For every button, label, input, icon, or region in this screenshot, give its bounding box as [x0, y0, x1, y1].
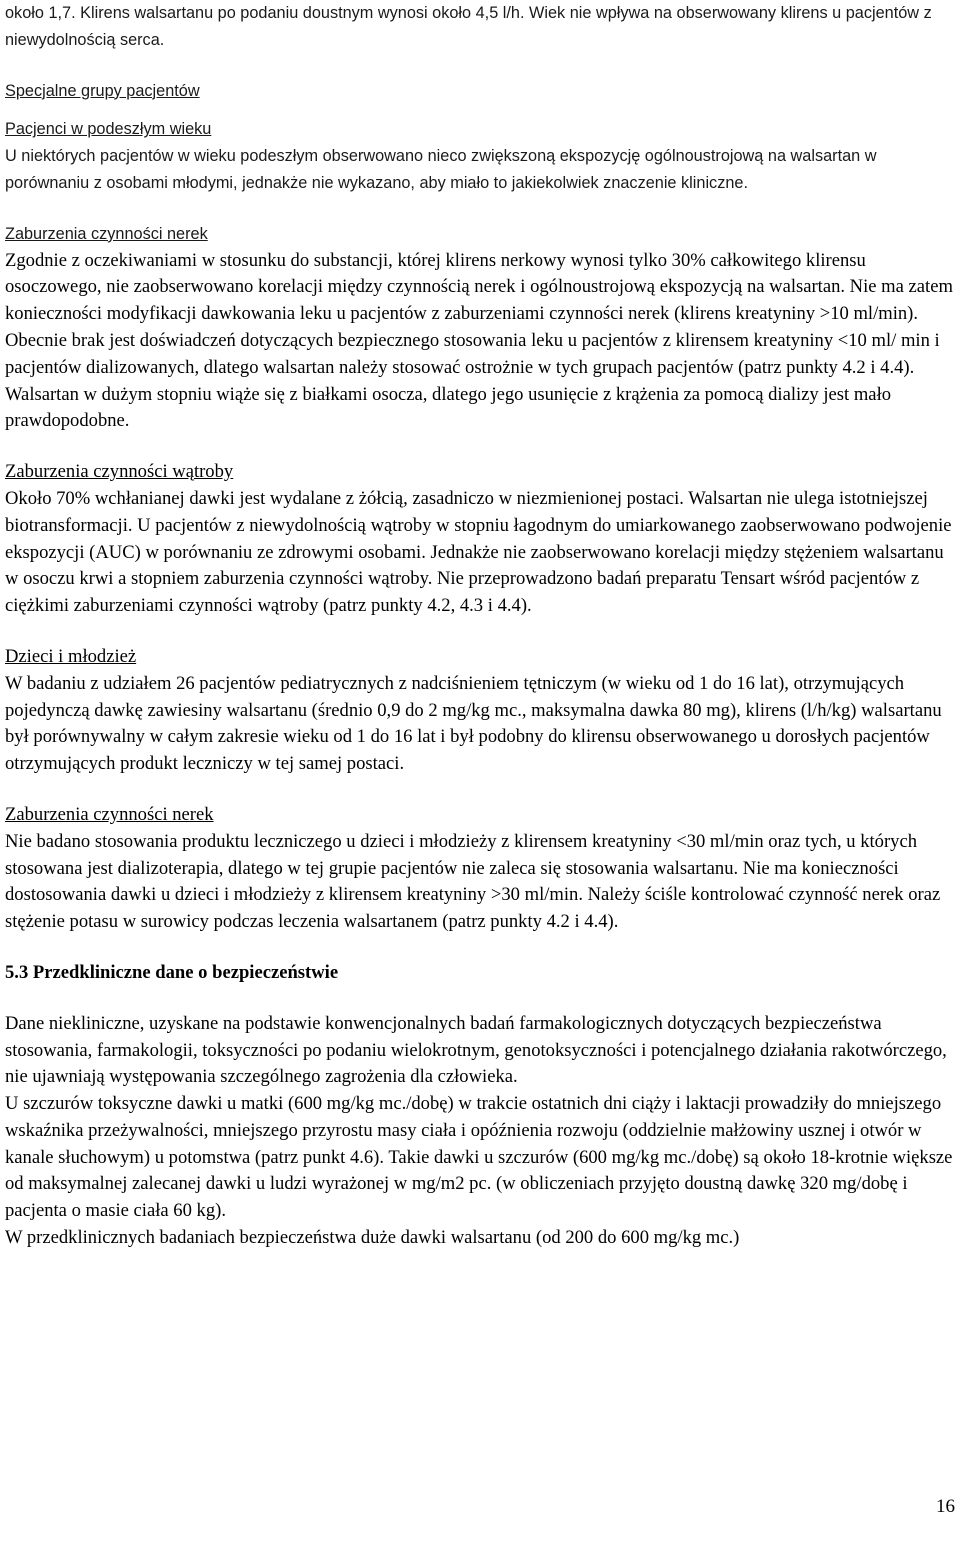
preclinical-paragraph-1: Dane niekliniczne, uzyskane na podstawie konwencjonalnych badań farmakologicznych dotyczących bezpieczeństwa stosowania, farmakologii, toksyczności po podaniu wielokrotnym, genotoksyczności i potencjalnego działania rakotwórczego, nie ujawniają występowania szczególnego zagrożenia dla człowieka. [5, 1012, 947, 1088]
hepatic-heading: Zaburzenia czynności wątroby [5, 461, 234, 483]
children-renal-heading: Zaburzenia czynności nerek [5, 803, 214, 825]
preclinical-paragraph-2: U szczurów toksyczne dawki u matki (600 mg/kg mc./dobę) w trakcie ostatnich dni ciąży i laktacji prowadziły do mniejszego wskaźnika przeżywalności, mniejszego przyrostu masy ciała i opóźnienia rozwoju (oddzielnie małżowiny usznej i otwór w kanale słuchowym) u potomstwa (patrz punkt 4.6). Takie dawki u szczurów (600 mg/kg mc./dobę) są około 18-krotnie większe od maksymalnej zalecanej dawki u ludzi wyrażonej w mg/m2 pc. (w obliczeniach przyjęto doustną dawkę 320 mg/dobę i pacjenta o masie ciała 60 kg). [5, 1093, 953, 1222]
preclinical-paragraph-3: W przedklinicznych badaniach bezpieczeństwa duże dawki walsartanu (od 200 do 600 mg/kg mc.) [5, 1227, 740, 1249]
preclinical-heading: 5.3 Przedkliniczne dane o bezpieczeństwie [5, 961, 339, 983]
elderly-paragraph: U niektórych pacjentów w wieku podeszłym obserwowano nieco zwiększoną ekspozycję ogólnoustrojową na walsartan w porównaniu z osobami młodymi, jednakże nie wykazano, aby miało to jakiekolwiek znaczenie kliniczne. [5, 147, 877, 192]
intro-paragraph: około 1,7. Klirens walsartanu po podaniu doustnym wynosi około 4,5 l/h. Wiek nie wpływa na obserwowany klirens u pacjentów z niewydolnością serca. [5, 4, 932, 49]
children-heading: Dzieci i młodzież [5, 645, 137, 667]
renal-paragraph: Zgodnie z oczekiwaniami w stosunku do substancji, której klirens nerkowy wynosi tylko 30% całkowitego klirensu osoczowego, nie zaobserwowano korelacji między czynnością nerek i ogólnoustrojową ekspozycją na walsartan. Nie ma zatem konieczności modyfikacji dawkowania leku u pacjentów z zaburzeniami czynności nerek (klirens kreatyniny >10 ml/min). Obecnie brak jest doświadczeń dotyczących bezpiecznego stosowania leku u pacjentów z klirensem kreatyniny <10 ml/ min i pacjentów dializowanych, dlatego walsartan należy stosować ostrożnie w tych grupach pacjentów (patrz punkty 4.2 i 4.4). Walsartan w dużym stopniu wiąże się z białkami osocza, dlatego jego usunięcie z krążenia za pomocą dializy jest mało prawdopodobne. [5, 249, 953, 432]
children-paragraph: W badaniu z udziałem 26 pacjentów pediatrycznych z nadciśnieniem tętniczym (w wieku od 1 do 16 lat), otrzymujących pojedynczą dawkę zawiesiny walsartanu (średnio 0,9 do 2 mg/kg mc., maksymalna dawka 80 mg), klirens (l/h/kg) walsartanu był porównywalny w całym zakresie wieku od 1 do 16 lat i był podobny do klirensu obserwowanego u dorosłych pacjentów otrzymujących produkt leczniczy w tej samej postaci. [5, 672, 942, 775]
page-number: 16 [936, 1496, 955, 1517]
special-groups-heading: Specjalne grupy pacjentów [5, 81, 200, 100]
children-renal-paragraph: Nie badano stosowania produktu leczniczego u dzieci i młodzieży z klirensem kreatyniny <30 ml/min oraz tych, u których stosowana jest dializoterapia, dlatego w tej grupie pacjentów nie zaleca się stosowania walsartanu. Nie ma konieczności dostosowania dawki u dzieci i młodzieży z klirensem kreatyniny >30 ml/min. Należy ściśle kontrolować czynność nerek oraz stężenie potasu w surowicy podczas leczenia walsartanem (patrz punkty 4.2 i 4.4). [5, 830, 941, 933]
renal-heading: Zaburzenia czynności nerek [5, 224, 208, 243]
elderly-heading: Pacjenci w podeszłym wieku [5, 120, 212, 139]
document-page [5, 0, 955, 1252]
hepatic-paragraph: Około 70% wchłanianej dawki jest wydalane z żółcią, zasadniczo w niezmienionej postaci. Walsartan nie ulega istotniejszej biotransformacji. U pacjentów z niewydolnością wątroby w stopniu łagodnym do umiarkowanego zaobserwowano podwojenie ekspozycji (AUC) w porównaniu ze zdrowymi osobami. Jednakże nie zaobserwowano korelacji między stężeniem walsartanu w osoczu krwi a stopniem zaburzenia czynności wątroby. Nie przeprowadzono badań preparatu Tensart wśród pacjentów z ciężkimi zaburzeniami czynności wątroby (patrz punkty 4.2, 4.3 i 4.4). [5, 487, 952, 617]
